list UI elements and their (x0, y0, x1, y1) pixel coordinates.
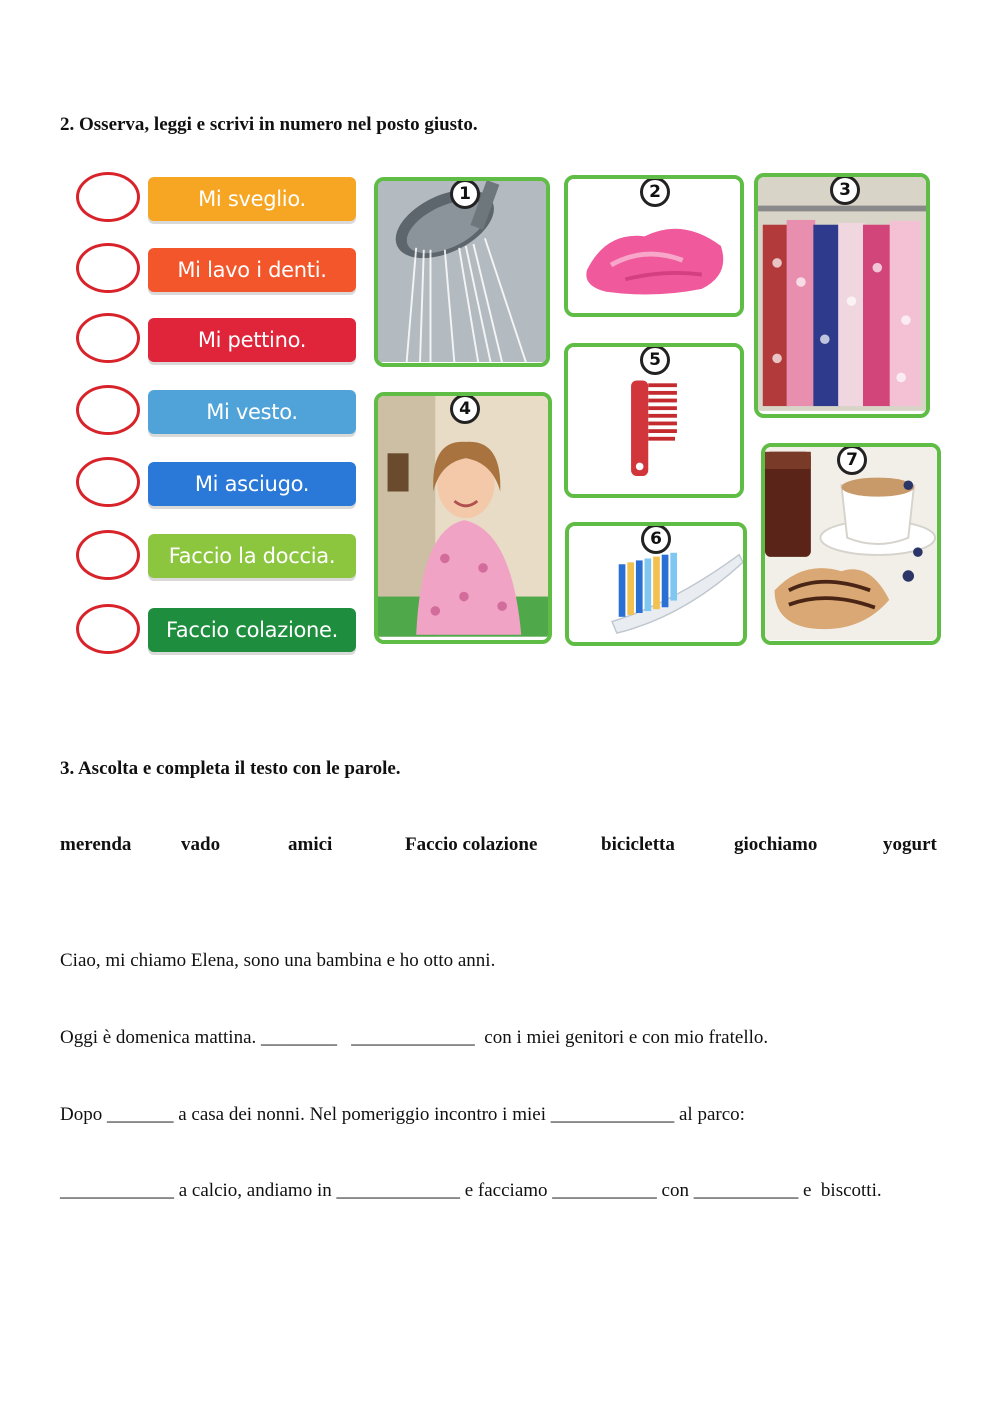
word-bank-bicicletta: bicicletta (601, 834, 675, 855)
answer-circle-2[interactable] (76, 243, 140, 293)
picture-card-7 (761, 443, 941, 645)
phrase-mi-lavo-i-denti: Mi lavo i denti. (148, 248, 356, 292)
picture-number-3: 3 (830, 175, 860, 205)
text-line-1: Ciao, mi chiamo Elena, sono una bambina e ho otto anni. (60, 950, 496, 971)
answer-circle-1[interactable] (76, 172, 140, 222)
answer-circle-6[interactable] (76, 530, 140, 580)
word-bank-vado: vado (181, 834, 221, 855)
picture-card-4 (374, 392, 552, 644)
text-line-4: ____________ a calcio, andiamo in _____________ e facciamo ___________ con ___________ e biscotti. (60, 1180, 882, 1201)
picture-number-7: 7 (837, 445, 867, 475)
picture-number-6: 6 (641, 524, 671, 554)
breakfast-icon (765, 447, 937, 640)
phrase-mi-asciugo: Mi asciugo. (148, 462, 356, 506)
picture-card-6 (565, 522, 747, 646)
picture-number-2: 2 (640, 177, 670, 207)
phrase-mi-vesto: Mi vesto. (148, 390, 356, 434)
picture-number-5: 5 (640, 345, 670, 375)
phrase-mi-sveglio: Mi sveglio. (148, 177, 356, 221)
word-bank-faccio-colazione: Faccio colazione (405, 834, 538, 855)
exercise-3-title: 3. Ascolta e completa il testo con le parole. (60, 758, 401, 779)
picture-card-2 (564, 175, 744, 317)
picture-number-4: 4 (450, 394, 480, 424)
picture-card-5 (564, 343, 744, 498)
word-bank-yogurt: yogurt (883, 834, 937, 855)
picture-card-1 (374, 177, 550, 367)
answer-circle-7[interactable] (76, 604, 140, 654)
phrase-faccio-colazione: Faccio colazione. (148, 608, 356, 652)
word-bank-giochiamo: giochiamo (734, 834, 818, 855)
text-line-2: Oggi è domenica mattina. ________ _____________ con i miei genitori e con mio fratello. (60, 1027, 769, 1048)
girl-waking-icon (378, 396, 548, 637)
answer-circle-3[interactable] (76, 313, 140, 363)
text-line-3: Dopo _______ a casa dei nonni. Nel pomeriggio incontro i miei _____________ al parco: (60, 1104, 745, 1125)
answer-circle-4[interactable] (76, 385, 140, 435)
picture-card-3 (754, 173, 930, 418)
word-bank-amici: amici (288, 834, 333, 855)
clothes-rack-icon (758, 177, 926, 411)
exercise-2-title: 2. Osserva, leggi e scrivi in numero nel posto giusto. (60, 114, 478, 135)
word-bank-merenda: merenda (60, 834, 132, 855)
phrase-faccio-la-doccia: Faccio la doccia. (148, 534, 356, 578)
phrase-mi-pettino: Mi pettino. (148, 318, 356, 362)
answer-circle-5[interactable] (76, 457, 140, 507)
picture-number-1: 1 (450, 179, 480, 209)
